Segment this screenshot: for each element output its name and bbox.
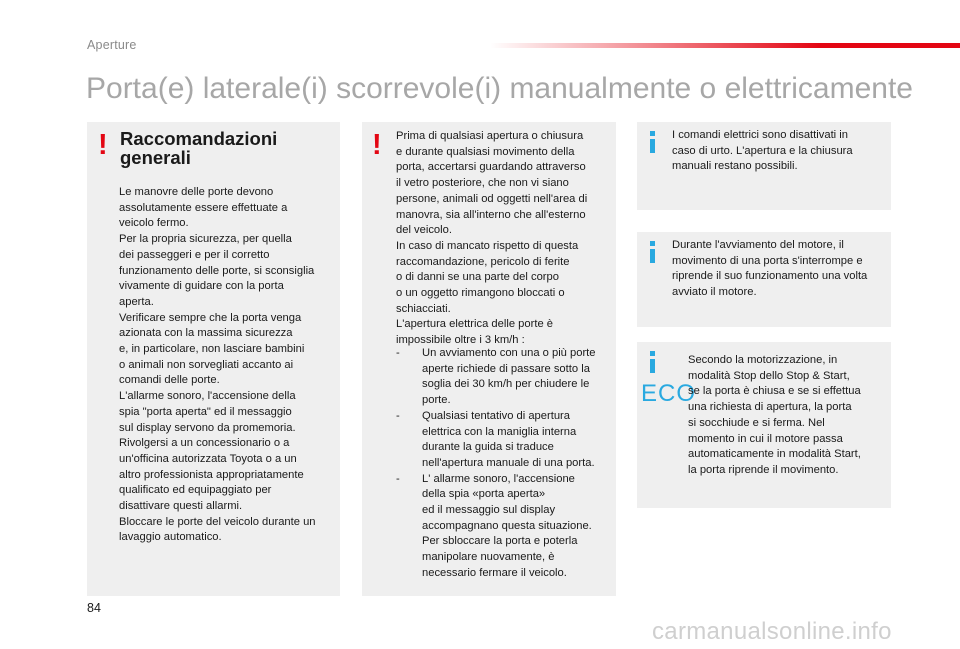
list-dash: -	[396, 472, 400, 485]
list-dash: -	[396, 347, 400, 359]
warning-box	[362, 122, 616, 596]
warning-text: Prima di qualsiasi apertura o chiusura e durante qualsiasi movimento della porta, accertarsi guardando attraverso il vetro posteriore, che non vi siano persone, animali od oggetti nell'area di manovra, sia all'interno che all'esterno del veicolo. In caso di mancato rispetto di questa raccomandazione, pericolo di ferite o di danni se una parte del corpo o un oggetto rimangono bloccati o schiacciati. L'apertura elettrica delle porte è impossibile oltre i 3 km/h :	[396, 130, 588, 347]
info-text-stop-start: Secondo la motorizzazione, in modalità Stop dello Stop & Start, se la porta è chiusa e se si effettua una richiesta di apertura, la porta si socchiude e si ferma. Nel momento in cui il motore passa automaticamente in modalità Start, la porta riprende il movimento.	[688, 354, 861, 476]
list-item-text: Qualsiasi tentativo di apertura elettrica con la maniglia interna durante la guida si traduce nell'apertura manuale di una porta.	[422, 409, 595, 469]
recommendations-box	[87, 122, 340, 596]
info-box-crash	[637, 122, 891, 210]
warning-exclamation-icon: !	[372, 129, 382, 161]
section-label: Aperture	[87, 38, 137, 52]
info-box-engine-start	[637, 232, 891, 327]
info-text-crash: I comandi elettrici sono disattivati in caso di urto. L'apertura e la chiusura manuali restano possibili.	[672, 129, 853, 173]
recommendations-text: Le manovre delle porte devono assolutamente essere effettuate a veicolo fermo. Per la propria sicurezza, per quella dei passeggeri e per il corretto funzionamento delle porte, si sconsiglia vivamente di guidare con la porta aperta. Verificare sempre che la porta venga azionata con la massima sicurezza e, in particolare, non lasciare bambini o animali non sorvegliati accanto ai comandi delle porte. L'allarme sonoro, l'accensione della spia "porta aperta" ed il messaggio sul display servono da promemoria. Rivolgersi a un concessionario o a un'officina autorizzata Toyota o a un altro professionista appropriatamente qualificato ed equipaggiato per disattivare questi allarmi. Bloccare le porte del veicolo durante un lavaggio automatico.	[119, 186, 316, 544]
list-dash: -	[396, 409, 400, 422]
warning-list	[396, 346, 608, 582]
info-text-engine-start: Durante l'avviamento del motore, il movimento di una porta s'interrompe e riprende il suo funzionamento una volta avviato il motore.	[672, 239, 868, 299]
eco-icon: ECO	[641, 380, 697, 407]
list-item-text: Un avviamento con una o più porte aperte richiede di passare sotto la soglia dei 30 km/h per chiudere le porte.	[422, 347, 596, 407]
recommendations-title: Raccomandazioni generali	[120, 128, 278, 168]
warning-exclamation-icon: !	[98, 129, 108, 161]
info-box-stop-start	[637, 342, 891, 508]
page-number: 84	[87, 601, 101, 615]
watermark: carmanualsonline.info	[652, 618, 892, 645]
list-item	[396, 472, 608, 582]
list-item-text: L' allarme sonoro, l'accensione della spia «porta aperta» ed il messaggio sul display accompagnano questa situazione. Per sbloccare la porta e poterla manipolare nuovamente, è necessario fermare il veicolo.	[422, 472, 592, 579]
list-item	[396, 409, 608, 472]
header-accent-line	[490, 43, 960, 48]
list-item	[396, 346, 608, 409]
page-title: Porta(e) laterale(i) scorrevole(i) manualmente o elettricamente	[86, 72, 913, 105]
